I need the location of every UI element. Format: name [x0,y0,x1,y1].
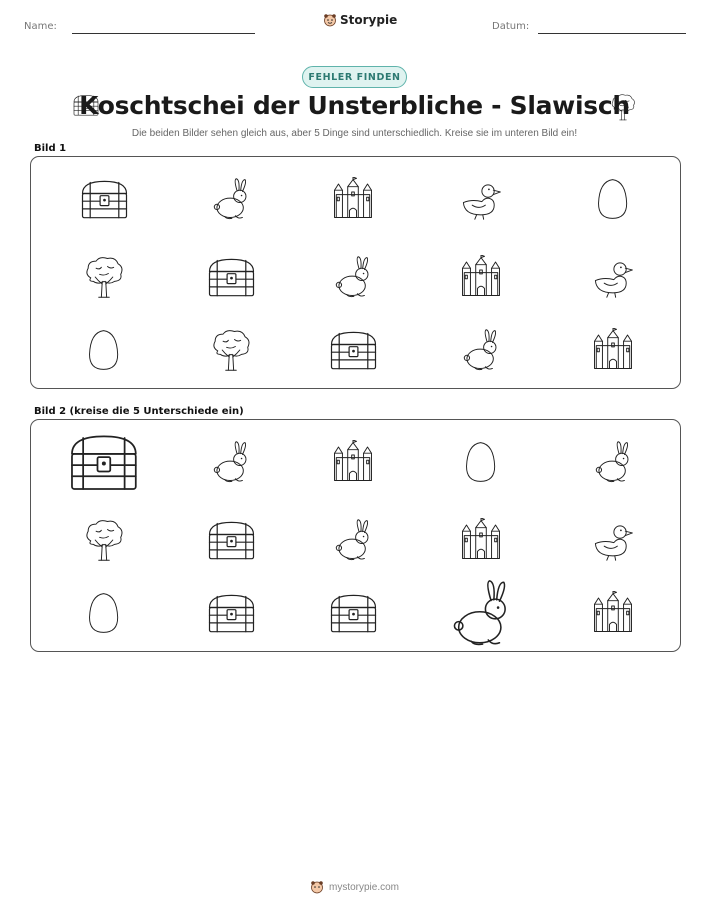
name-label: Name: [24,21,57,32]
date-line[interactable] [538,33,686,34]
picture1-castle-icon [459,255,503,299]
brand-name: Storypie [340,13,398,27]
name-line[interactable] [72,33,255,34]
picture2-chest-icon[interactable] [326,591,381,635]
picture1-label: Bild 1 [34,143,67,154]
picture1-chest-icon [326,328,381,372]
picture1-rabbit-icon [209,177,253,221]
picture2-castle-icon[interactable] [331,440,375,484]
task-type-badge: FEHLER FINDEN [302,66,407,88]
picture2-chest-icon[interactable] [64,430,144,494]
instructions: Die beiden Bilder sehen gleich aus, aber 5 Dinge sind unterschiedlich. Kreise sie im unteren Bild ein! [131,128,578,139]
picture2-egg-icon[interactable] [463,440,498,484]
picture2-tree-icon[interactable] [82,518,126,562]
picture1-tree-icon [209,328,253,372]
tree-icon [609,93,637,121]
picture2-duck-icon[interactable] [591,518,635,562]
picture1-duck-icon [459,177,503,221]
picture2-castle-icon[interactable] [459,518,503,562]
footer [0,880,709,894]
picture1-rabbit-icon [459,328,503,372]
storypie-mascot-icon [310,880,324,894]
picture2-label: Bild 2 (kreise die 5 Unterschiede ein) [34,406,244,417]
picture1-egg-icon [595,177,630,221]
picture2-chest-icon[interactable] [204,591,259,635]
picture1-rabbit-icon [331,255,375,299]
brand-logo [323,13,397,27]
picture1-chest-icon [204,255,259,299]
picture2-panel[interactable] [30,419,681,652]
picture1-panel [30,156,681,389]
date-label: Datum: [492,21,530,32]
picture2-rabbit-icon[interactable] [446,578,516,648]
picture1-chest-icon [77,177,132,221]
picture2-rabbit-icon[interactable] [331,518,375,562]
picture2-chest-icon[interactable] [204,518,259,562]
picture1-castle-icon [591,328,635,372]
picture2-rabbit-icon[interactable] [591,440,635,484]
footer-url: mystorypie.com [328,881,399,893]
storypie-mascot-icon [323,13,337,27]
picture2-castle-icon[interactable] [591,591,635,635]
picture1-egg-icon [86,328,121,372]
picture2-rabbit-icon[interactable] [209,440,253,484]
picture1-castle-icon [331,177,375,221]
page-title: Koschtschei der Unsterbliche - Slawisch [79,91,630,120]
picture1-tree-icon [82,255,126,299]
picture2-egg-icon[interactable] [86,591,121,635]
picture1-duck-icon [591,255,635,299]
